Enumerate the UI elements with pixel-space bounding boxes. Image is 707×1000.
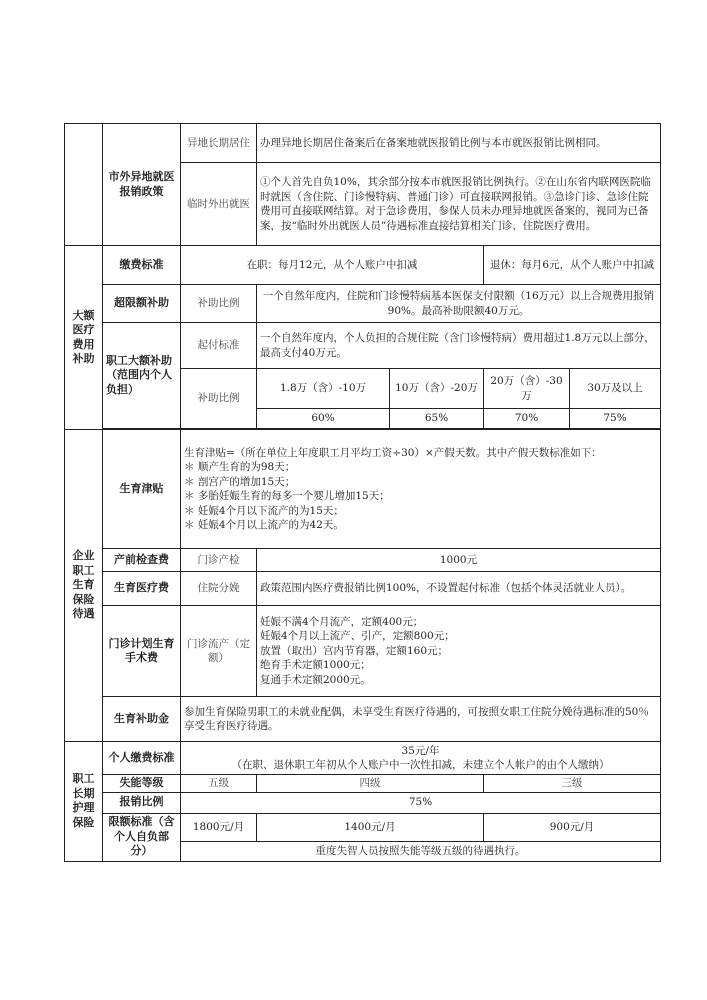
limit-cell: 1400元/月 xyxy=(257,813,484,841)
long-term-label: 异地长期居住 xyxy=(181,124,257,163)
level-label: 失能等级 xyxy=(103,775,181,793)
surgery-line: 复通手术定额2000元。 xyxy=(260,673,371,686)
surgery-sub: 门诊流产（定额） xyxy=(181,606,257,697)
ltc-ratio-label: 报销比例 xyxy=(103,792,181,813)
allowance-line: ＊ 剖宫产的增加15天； xyxy=(184,475,296,488)
ratio-cell: 65% xyxy=(390,409,484,429)
level-cell: 五级 xyxy=(181,775,257,793)
level-cell: 四级 xyxy=(257,775,484,793)
allowance-line: ＊ 妊娠4个月以上流产的为42天。 xyxy=(184,519,344,531)
over-limit-sub: 补助比例 xyxy=(181,285,257,323)
level-cell: 三级 xyxy=(484,775,661,793)
allowance-line: ＊ 多胎妊娠生育的每多一个婴儿增加15天； xyxy=(184,490,390,502)
policy-table xyxy=(64,123,661,862)
prenatal-text: 1000元 xyxy=(257,549,661,572)
category-major: 大额医疗费用补助 xyxy=(65,246,103,430)
ratio-cell: 70% xyxy=(484,409,570,429)
category-remote xyxy=(65,124,103,246)
range-cell: 10万（含）-20万 xyxy=(390,369,484,409)
ltc-fee-text xyxy=(181,742,661,775)
start-text: 一个自然年度内，个人负担的合规住院（含门诊慢特病）费用超过1.8万元以上部分，最高支付40万元。 xyxy=(257,323,661,369)
limit-label: 限额标准（含个人自负部分） xyxy=(103,813,181,861)
category-maternity: 企业职工生育保险待遇 xyxy=(65,430,103,742)
over-limit-label: 超限额补助 xyxy=(103,285,181,323)
range-cell: 1.8万（含）-10万 xyxy=(257,369,390,409)
temporary-text: ①个人首先自负10%，其余部分按本市就医报销比例执行。②在山东省内联网医院临时就医（含住院、门诊慢特病、普通门诊）可直接联网报销。③急诊门诊、急诊住院费用可直接联网结算。对于急诊费用，参保人员未办理异地就医备案的，视同为已备案，按“临时外出就医人员”待遇标准直接结算相关门诊、住院医疗费用。 xyxy=(257,163,661,246)
over-limit-text: 一个自然年度内，住院和门诊慢特病基本医保支付限额（16万元）以上合规费用报销90%。最高补助限额40万元。 xyxy=(257,285,661,323)
medical-label: 生育医疗费 xyxy=(103,572,181,606)
surgery-line: 妊娠不满4个月流产，定额400元； xyxy=(260,615,424,628)
surgery-line: 绝育手术定额1000元； xyxy=(260,659,371,672)
range-cell: 20万（含）-30万 xyxy=(484,369,570,409)
surgery-text xyxy=(257,606,661,697)
surgery-line: 放置（取出）宫内节育器，定额160元； xyxy=(260,644,449,657)
allowance-line: 生育津贴=（所在单位上年度职工月平均工资÷30）×产假天数。其中产假天数标准如下： xyxy=(184,446,602,459)
allowance-line: ＊ 顺产生育的为98天； xyxy=(184,461,296,473)
subsidy-text: 参加生育保险男职工的未就业配偶，未享受生育医疗待遇的，可按照女职工住院分娩待遇标准的50％享受生育医疗待遇。 xyxy=(181,697,661,742)
employee-label: 职工大额补助（范围内个人负担） xyxy=(103,323,181,429)
medical-text: 政策范围内医疗费报销比例100%，不设置起付标准（包括个体灵活就业人员）。 xyxy=(257,572,661,606)
ratio-label: 补助比例 xyxy=(181,369,257,429)
ratio-cell: 60% xyxy=(257,409,390,429)
ltc-ratio-value: 75% xyxy=(181,792,661,813)
ltc-fee-label: 个人缴费标准 xyxy=(103,742,181,775)
long-term-text: 办理异地长期居住备案后在备案地就医报销比例与本市就医报销比例相同。 xyxy=(257,124,661,163)
surgery-label: 门诊计划生育手术费 xyxy=(103,606,181,697)
fee-retired: 退休：每月6元，从个人账户中扣减 xyxy=(484,246,661,285)
limit-note: 重度失智人员按照失能等级五级的待遇执行。 xyxy=(181,841,661,861)
prenatal-sub: 门诊产检 xyxy=(181,549,257,572)
fee-employed: 在职：每月12元，从个人账户中扣减 xyxy=(181,246,484,285)
section-remote: 市外异地就医报销政策 xyxy=(103,124,181,246)
surgery-line: 妊娠4个月以上流产、引产，定额800元； xyxy=(260,630,455,643)
allowance-line: ＊ 妊娠4个月以下流产的为15天； xyxy=(184,504,344,517)
allowance-text xyxy=(181,430,661,549)
ltc-fee-amount: 35元/年 xyxy=(401,744,440,757)
ltc-fee-note: （在职、退休职工年初从个人账户中一次性扣减，未建立个人帐户的由个人缴纳） xyxy=(231,759,610,771)
ratio-cell: 75% xyxy=(570,409,661,429)
limit-cell: 900元/月 xyxy=(484,813,661,841)
temporary-label: 临时外出就医 xyxy=(181,163,257,246)
category-ltc: 职工长期护理保险 xyxy=(65,742,103,862)
limit-cell: 1800元/月 xyxy=(181,813,257,841)
start-label: 起付标准 xyxy=(181,323,257,369)
prenatal-label: 产前检查费 xyxy=(103,549,181,572)
fee-label: 缴费标准 xyxy=(103,246,181,285)
range-cell: 30万及以上 xyxy=(570,369,661,409)
subsidy-label: 生育补助金 xyxy=(103,697,181,742)
medical-sub: 住院分娩 xyxy=(181,572,257,606)
allowance-label: 生育津贴 xyxy=(103,430,181,549)
